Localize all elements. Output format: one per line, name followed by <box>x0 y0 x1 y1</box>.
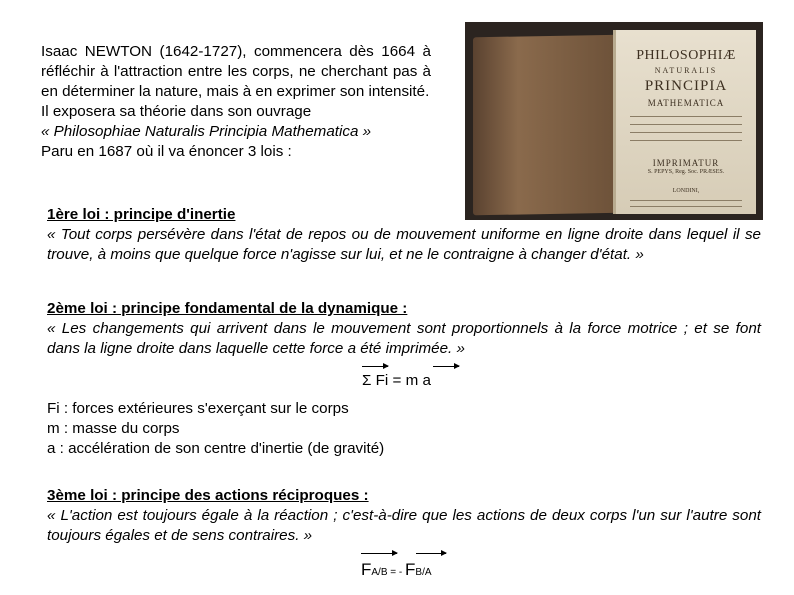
intro-laws-announce: Paru en 1687 où il va énoncer 3 lois : <box>41 143 292 160</box>
intro-book-title: « Philosophiae Naturalis Principia Mathematica » <box>41 123 372 140</box>
book-text-line <box>630 140 742 141</box>
law-3-quote: « L'action est toujours égale à la réaction ; c'est-à-dire que les actions de deux corps l'un sur l'autre sont toujours égales et de sens contraires. » <box>47 507 761 544</box>
law-2-formula: Σ Fi = m a <box>362 372 431 389</box>
intro-book-mention: Il exposera sa théorie dans son ouvrage <box>41 103 312 120</box>
law-1 <box>47 205 761 265</box>
intro-text <box>41 42 431 162</box>
book-title-line: IMPRIMATUR <box>652 158 720 168</box>
vector-arrow-icon <box>416 553 446 554</box>
intro-paragraph: Isaac NEWTON (1642-1727), commencera dès 1664 à réfléchir à l'attraction entre les corps, ne cherchant pas à en déterminer la nature, mais à en exprimer son intensité. <box>41 43 431 100</box>
book-text-line <box>630 116 742 117</box>
definition-mass: m : masse du corps <box>47 420 180 437</box>
principia-book-photo <box>465 22 763 220</box>
force-b-subscript: B/A <box>415 567 432 578</box>
law-2-quote: « Les changements qui arrivent dans le mouvement sont proportionnels à la force motrice ; et se font dans la ligne droite dans laquelle cette force a été imprimée. » <box>47 320 761 357</box>
law-1-quote: « Tout corps persévère dans l'état de repos ou de mouvement uniforme en ligne droite dans lequel il se trouve, à moins que quelque force n'agisse sur lui, et ne le contraigne à changer d'état. » <box>47 226 761 263</box>
law-3 <box>47 486 761 546</box>
law-3-heading: 3ème loi : principe des actions réciproques : <box>47 487 369 504</box>
vector-arrow-icon <box>433 366 459 367</box>
force-b-symbol: F <box>405 560 416 579</box>
law-2 <box>47 299 761 359</box>
law-2-definitions <box>47 399 384 459</box>
definition-acceleration: a : accélération de son centre d'inertie (de gravité) <box>47 440 385 457</box>
definition-forces: Fi : forces extérieures s'exerçant sur le corps <box>47 400 349 417</box>
book-title-line: PRINCIPIA <box>644 78 728 94</box>
book-title-line: MATHEMATICA <box>647 98 725 108</box>
book-title-page <box>613 30 756 214</box>
book-text-line <box>630 124 742 125</box>
book-title-line: LONDINI, <box>672 188 700 194</box>
law-2-heading: 2ème loi : principe fondamental de la dynamique : <box>47 300 408 317</box>
book-title-line: PHILOSOPHIÆ <box>636 48 736 63</box>
book-cover <box>473 35 623 216</box>
formula-equals-minus: = - <box>387 567 406 578</box>
vector-arrow-icon <box>361 553 397 554</box>
law-3-formula <box>361 560 432 580</box>
book-text-line <box>630 200 742 201</box>
force-a-symbol: F <box>361 560 372 579</box>
book-title-line: S. PEPYS, Reg. Soc. PRÆSES. <box>647 169 725 175</box>
book-title-line: NATURALIS <box>654 66 718 75</box>
vector-arrow-icon <box>362 366 388 367</box>
law-1-heading: 1ère loi : principe d'inertie <box>47 206 236 223</box>
force-a-subscript: A/B <box>371 567 388 578</box>
book-text-line <box>630 132 742 133</box>
